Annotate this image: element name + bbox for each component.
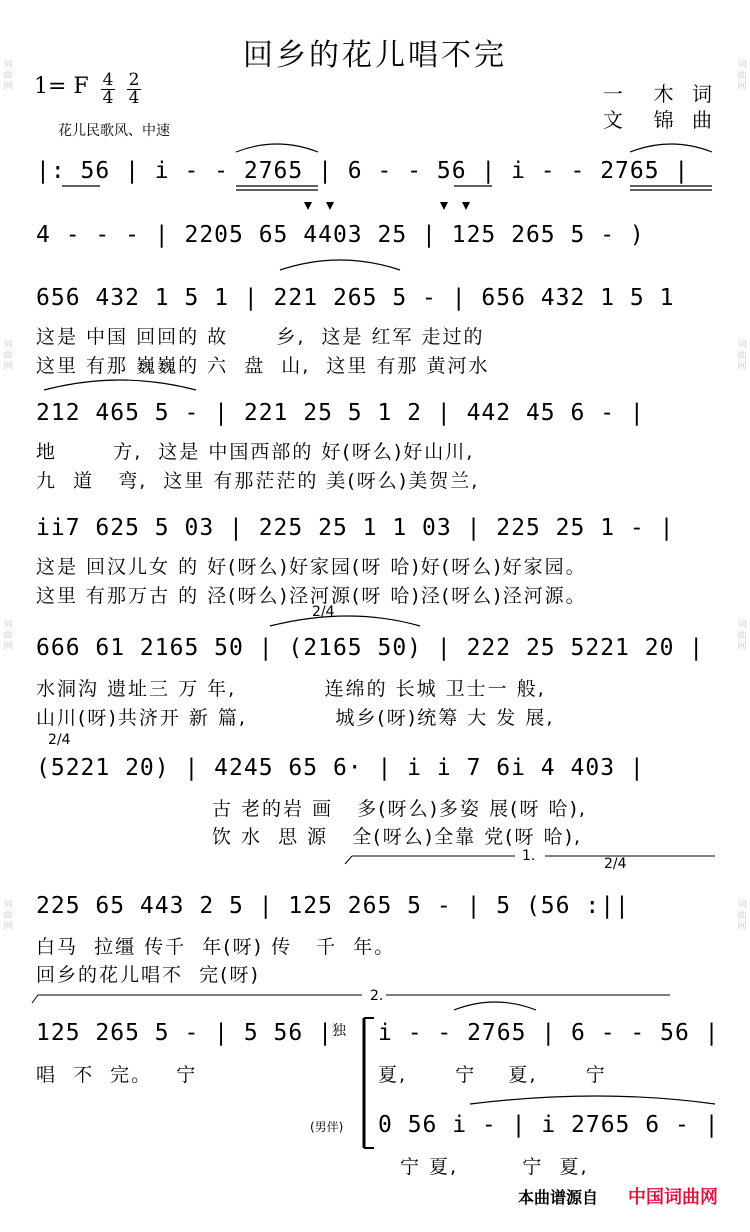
score-row-6: 666 61 2165 50 | (2165 50) | 222 25 5221 20 | xyxy=(36,635,705,661)
lyricist-credit: 一 木 词 xyxy=(602,82,718,106)
watermark-text: 词曲网 xyxy=(3,340,13,372)
lyrics-row-8-verse-2: 回乡的花儿唱不 完(呀) xyxy=(36,964,260,986)
site-logo-text[interactable]: 中国词曲网 xyxy=(628,1187,718,1208)
score-row-3: 656 432 1 5 1 | 221 265 5 - | 656 432 1 5 1 xyxy=(36,285,675,311)
solo-voice-lyrics: 夏, 宁 夏, 宁 xyxy=(378,1064,607,1086)
volta-1-line xyxy=(345,856,352,864)
score-row-4: 212 465 5 - | 221 25 5 1 2 | 442 45 6 - | xyxy=(36,400,645,426)
slur xyxy=(236,144,318,152)
watermark-text: 词曲网 xyxy=(737,620,747,652)
lyrics-row-3-verse-2: 这里 有那 巍巍的 六 盘 山, 这里 有那 黄河水 xyxy=(36,355,490,377)
male-voice-label: (男伴) xyxy=(310,1120,344,1134)
volta-1-label: 1. xyxy=(522,848,536,864)
score-row-1: |: 56 | i - - 2765 | 6 - - 56 | i - - 2765 | xyxy=(36,158,690,184)
lyrics-row-7-verse-1: 古 老的岩 画 多(呀么)多姿 展(呀 哈), xyxy=(212,798,587,820)
meter-change-mark: 2/4 xyxy=(312,604,335,620)
lyrics-row-9: 唱 不 完。 宁 xyxy=(36,1064,198,1086)
watermark-text: 词曲网 xyxy=(737,900,747,932)
key-signature: 1= F xyxy=(34,74,89,99)
lyrics-row-7-verse-2: 饮 水 思 源 全(呀么)全靠 党(呀 哈), xyxy=(212,826,583,848)
score-row-9: 125 265 5 - | 5 56 | xyxy=(36,1020,333,1046)
lyrics-row-6-verse-2: 山川(呀)共济开 新 篇, 城乡(呀)统筹 大 发 展, xyxy=(36,707,555,729)
composer-credit: 文 锦 曲 xyxy=(602,108,718,132)
slur xyxy=(270,616,420,626)
score-row-5: ii7 625 5 03 | 225 25 1 1 03 | 225 25 1 - | xyxy=(36,515,675,541)
slur xyxy=(470,1096,715,1104)
time-signature-4-4: 4 4 xyxy=(102,70,114,108)
source-label: 本曲谱源自 xyxy=(518,1188,599,1207)
slur xyxy=(44,380,196,390)
lyrics-row-4-verse-2: 九 道 弯, 这里 有那茫茫的 美(呀么)美贺兰, xyxy=(36,470,480,492)
lyrics-row-8-verse-1: 白马 拉缰 传千 年(呀) 传 千 年。 xyxy=(36,936,396,958)
volta-2-label: 2. xyxy=(370,988,384,1004)
volta-2-line xyxy=(32,995,38,1003)
meter-change-mark: 2/4 xyxy=(604,856,627,872)
tempo-marking: 花儿民歌风、中速 xyxy=(58,123,170,139)
solo-voice-notes: i - - 2765 | 6 - - 56 | xyxy=(378,1020,720,1046)
lyrics-row-3-verse-1: 这是 中国 回回的 故 乡, 这是 红军 走过的 xyxy=(36,326,485,348)
lyrics-row-4-verse-1: 地 方, 这是 中国西部的 好(呀么)好山川, xyxy=(36,441,475,463)
time-signature-2-4: 2 4 xyxy=(128,70,140,108)
score-row-8: 225 65 443 2 5 | 125 265 5 - | 5 (56 :|| xyxy=(36,893,630,919)
watermark-text: 词曲网 xyxy=(3,60,13,92)
accent-mark xyxy=(440,202,448,210)
slur xyxy=(454,1002,536,1010)
male-voice-notes: 0 56 i - | i 2765 6 - | xyxy=(378,1112,720,1138)
accent-mark xyxy=(304,202,312,210)
slur xyxy=(280,260,400,270)
watermark-text: 词曲网 xyxy=(3,620,13,652)
lyrics-row-5-verse-2: 这里 有那万古 的 泾(呀么)泾河源(呀 哈)泾(呀么)泾河源。 xyxy=(36,585,587,607)
song-title: 回乡的花儿唱不完 xyxy=(243,38,507,73)
solo-label: 独 xyxy=(332,1023,346,1039)
meter-change-mark: 2/4 xyxy=(48,732,71,748)
watermark-text: 词曲网 xyxy=(737,340,747,372)
watermark-text: 词曲网 xyxy=(737,60,747,92)
lyrics-row-5-verse-1: 这是 回汉儿女 的 好(呀么)好家园(呀 哈)好(呀么)好家园。 xyxy=(36,556,587,578)
lyrics-row-6-verse-1: 水洞沟 遗址三 万 年, 连绵的 长城 卫士一 般, xyxy=(36,678,546,700)
score-row-2: 4 - - - | 2205 65 4403 25 | 125 265 5 - ) xyxy=(36,222,645,248)
watermark-text: 词曲网 xyxy=(3,900,13,932)
male-voice-lyrics: 宁 夏, 宁 夏, xyxy=(400,1156,589,1178)
accent-mark xyxy=(462,202,470,210)
accent-mark xyxy=(326,202,334,210)
score-row-7: (5221 20) | 4245 65 6· | i i 7 6i 4 403 | xyxy=(36,755,645,781)
slur xyxy=(630,144,712,152)
